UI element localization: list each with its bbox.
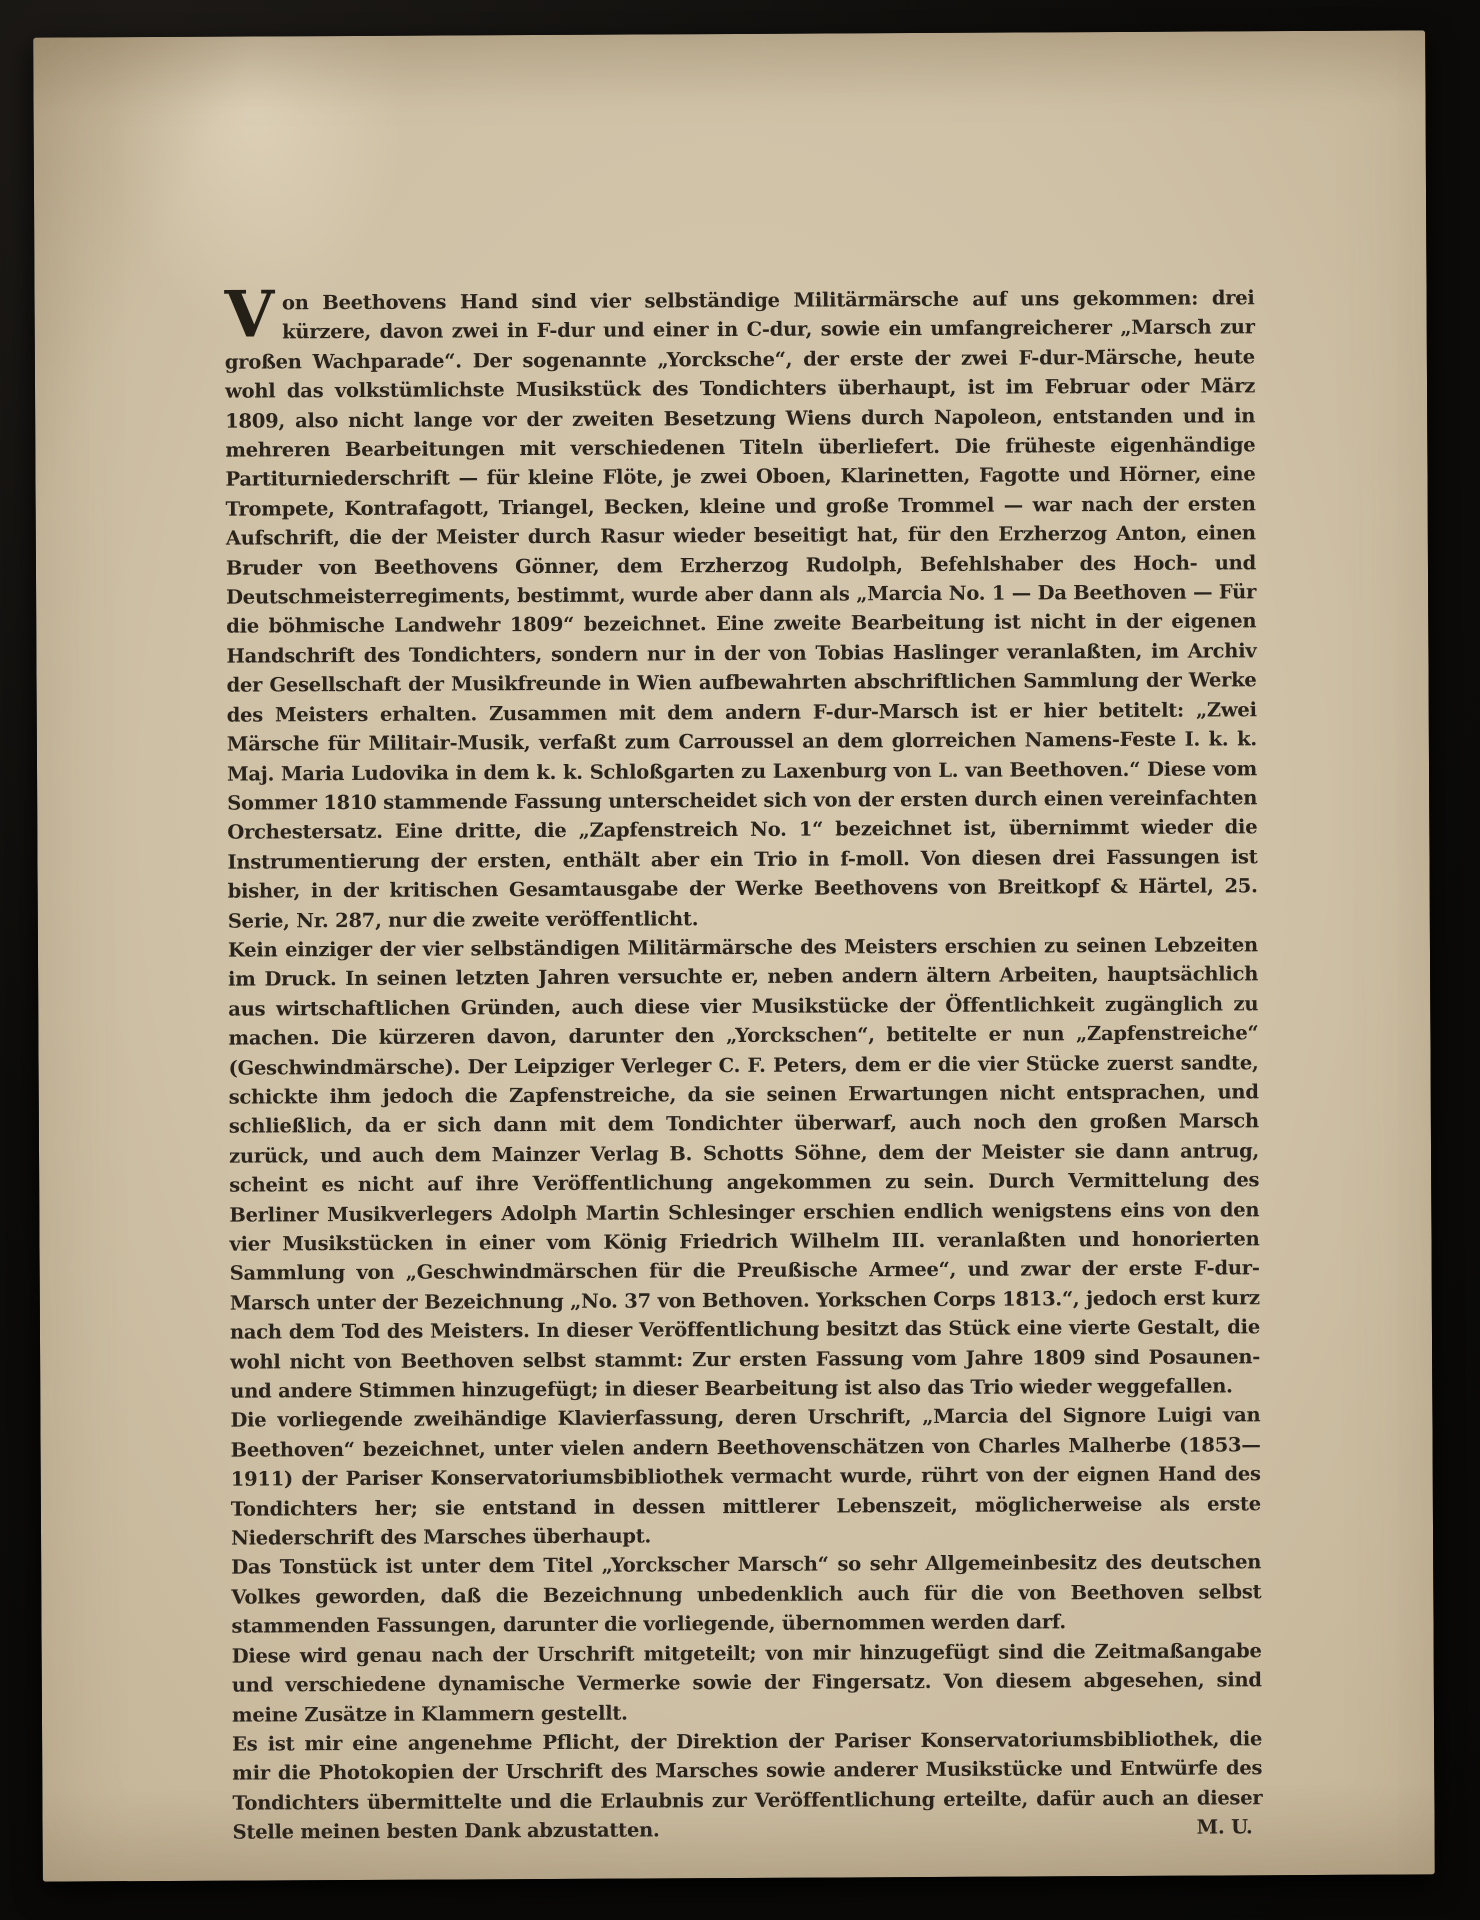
preface-text xyxy=(224,277,1263,1847)
paragraph-5: Diese wird genau nach der Urschrift mitgeteilt; von mir hinzugefügt sind die Zeitmaßangabe und verschiedene dynamische Vermerke sowie der Fingersatz. Von diesem abgesehen, sind meine Zusätze in Klammern gestellt. xyxy=(231,1638,1262,1727)
paragraph-6-text: Es ist mir eine angenehme Pflicht, der Direktion der Pariser Konservatoriumsbibliothek, die mir die Photokopien der Urschrift des Marsches sowie anderer Musikstücke und Entwürfe des Tondichters übermittelte und die Erlaubnis zur Veröffentlichung erteilte, dafür auch an dieser Stelle meinen besten Dank abzustatten. xyxy=(232,1727,1263,1844)
paragraph-2: Kein einziger der vier selbständigen Militärmärsche des Meisters erschien zu seinen Lebzeiten im Druck. In seinen letzten Jahren versuchte er, neben andern ältern Arbeiten, hauptsächlich aus wirtschaftlichen Gründen, auch diese vier Musikstücke der Öffentlichkeit zugänglich zu machen. Die kürzeren davon, darunter den „Yorckschen“, betitelte er nun „Zapfenstreiche“ (Geschwindmärsche). Der Leipziger Verleger C. F. Peters, dem er die vier Stücke zuerst sandte, schickte ihm jedoch die Zapfenstreiche, da sie seinen Erwartungen nicht entsprachen, und schließlich, da er sich dann mit dem Tondichter überwarf, auch noch den großen Marsch zurück, und auch dem Mainzer Verlag B. Schotts Söhne, dem der Meister sie dann antrug, scheint es nicht auf ihre Veröffentlichung angekommen zu sein. Durch Vermittelung des Berliner Musikverlegers Adolph Martin Schlesinger erschien endlich wenigstens eins von den vier Musikstücken in einer vom König Friedrich Wilhelm III. veranlaßten und honorierten Sammlung von „Geschwindmärschen für die Preußische Armee“, und zwar der erste F-dur-Marsch unter der Bezeichnung „No. 37 von Bethoven. Yorkschen Corps 1813.“, jedoch erst kurz nach dem Tod des Meisters. In dieser Veröffentlichung besitzt das Stück eine vierte Gestalt, die wohl nicht von Beethoven selbst stammt: Zur ersten Fassung vom Jahre 1809 sind Posaunen- und andere Stimmen hinzugefügt; in dieser Bearbeitung ist also das Trio wieder weggefallen. xyxy=(227,933,1261,1403)
author-initials: M. U. xyxy=(1196,1815,1253,1839)
paragraph-1 xyxy=(224,277,1258,935)
paragraph-4: Das Tonstück ist unter dem Titel „Yorckscher Marsch“ so sehr Allgemeinbesitz des deutschen Volkes geworden, daß die Bezeichnung unbedenklich auch für die von Beethoven selbst stammenden Fassungen, darunter die vorliegende, übernommen werden darf. xyxy=(231,1550,1262,1638)
drop-cap-initial: V xyxy=(224,277,275,353)
paragraph-3: Die vorliegende zweihändige Klavierfassung, deren Urschrift, „Marcia del Signore Luigi van Beethoven“ bezeichnet, unter vielen andern Beethovenschätzen von Charles Malherbe (1853—1911) der Pariser Konservatoriumsbibliothek vermacht wurde, rührt von der eignen Hand des Tondichters her; sie entstand in dessen mittlerer Lebenszeit, möglicherweise als erste Niederschrift des Marsches überhaupt. xyxy=(230,1403,1261,1550)
paragraph-1-text: on Beethovens Hand sind vier selbständige Militärmärsche auf uns gekommen: drei kürzere, davon zwei in F-dur und einer in C-dur, sowie ein umfangreicherer „Marsch zur großen Wachparade“. Der sogenannte „Yorcksche“, der erste der zwei F-dur-Märsche, heute wohl das volkstümlichste Musikstück des Tondichters überhaupt, ist im Februar oder März 1809, also nicht lange vor der zweiten Besetzung Wiens durch Napoleon, entstanden und in mehreren Bearbeitungen mit verschiedenen Titeln überliefert. Die früheste eigenhändige Partiturniederschrift — für kleine Flöte, je zwei Oboen, Klarinetten, Fagotte und Hörner, eine Trompete, Kontrafagott, Triangel, Becken, kleine und große Trommel — war nach der ersten Aufschrift, die der Meister durch Rasur wieder beseitigt hat, für den Erzherzog Anton, einen Bruder von Beethovens Gönner, dem Erzherzog Rudolph, Befehlshaber des Hoch- und Deutschmeisterregiments, bestimmt, wurde aber dann als „Marcia No. 1 — Da Beethoven — Für die böhmische Landwehr 1809“ bezeichnet. Eine zweite Bearbeitung ist nicht in der eigenen Handschrift des Tondichters, sondern nur in der von Tobias Haslinger veranlaßten, im Archiv der Gesellschaft der Musikfreunde in Wien aufbewahrten abschriftlichen Sammlung der Werke des Meisters erhalten. Zusammen mit dem andern F-dur-Marsch ist er hier betitelt: „Zwei Märsche für Militair-Musik, verfaßt zum Carroussel an dem glorreichen Namens-Feste I. k. k. Maj. Maria Ludovika in dem k. k. Schloßgarten zu Laxenburg von L. van Beethoven.“ Diese vom Sommer 1810 stammende Fassung unterscheidet sich von der ersten durch einen vereinfachten Orchestersatz. Eine dritte, die „Zapfenstreich No. 1“ bezeichnet ist, übernimmt wieder die Instrumentierung der ersten, enthält aber ein Trio in f-moll. Von diesen drei Fassungen ist bisher, in der kritischen Gesamtausgabe der Werke Beethovens von Breitkopf & Härtel, 25. Serie, Nr. 287, nur die zweite veröffentlicht. xyxy=(224,286,1258,933)
paper-sheet xyxy=(33,30,1435,1881)
paragraph-6 xyxy=(232,1724,1263,1847)
